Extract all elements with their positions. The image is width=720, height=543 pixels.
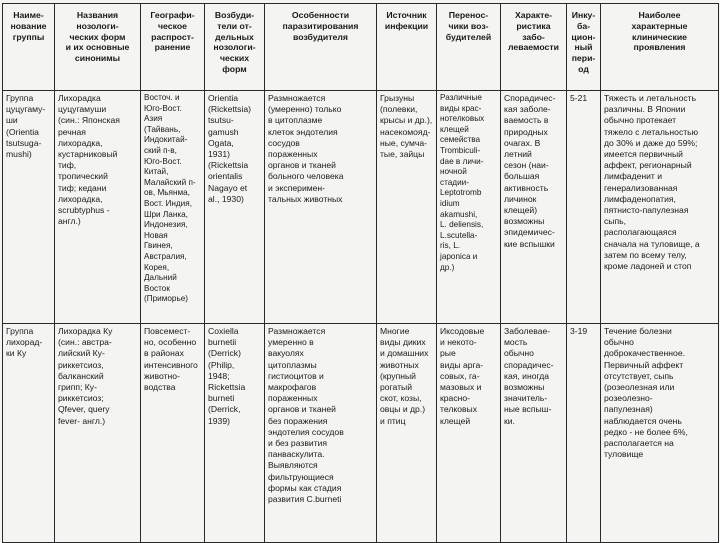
cell-infection-source: Грызуны (полевки, крысы и др.), насекомояд- ные, сумча- тые, зайцы bbox=[377, 91, 437, 324]
table-row-tsutsugamushi bbox=[3, 91, 719, 324]
cell-clinical: Течение болезни обычно доброкачественное. Первичный аффект отсутствует, сыпь (розеолезная или розеолезно- папулезная) наблюдается очень редко - не более 6%, располагается на туловище bbox=[601, 324, 719, 543]
cell-parasitism: Размножается (умеренно) только в цитоплазме клеток эндотелия сосудов пораженных органов и тканей больного человека и эксперимен- тальных животных bbox=[265, 91, 377, 324]
header-pathogens: Возбуди- тели от- дельных нозологи- ческих форм bbox=[205, 4, 265, 91]
cell-incubation: 3-19 bbox=[567, 324, 601, 543]
cell-vectors: Различные виды крас- нотелковых клещей семейства Trombiculi- dae в личи- ночной стадии- Leptotromb idium akamushi, L. deliensis, L.scutella- ris, L. japonica и др.) bbox=[437, 91, 501, 324]
header-parasitism: Особенности паразитирования возбудителя bbox=[265, 4, 377, 91]
cell-group-name: Группа лихорад- ки Ку bbox=[3, 324, 55, 543]
table-header-row bbox=[3, 4, 719, 91]
header-group-name: Наиме- нование группы bbox=[3, 4, 55, 91]
header-geography: Географи- ческое распрост- ранение bbox=[141, 4, 205, 91]
cell-geography: Восточ. и Юго-Вост. Азия (Тайвань, Индокитай- ский п-в, Юго-Вост. Китай, Малайский п- ов, Мьянма, Вост. Индия, Шри Ланка, Индонезия, Новая Гвинея, Австралия, Корея, Дальний Восток (Приморье) bbox=[141, 91, 205, 324]
cell-group-name: Группа цуцугаму- ши (Orientia tsutsuga- mushi) bbox=[3, 91, 55, 324]
header-vectors: Перенос- чики воз- будителей bbox=[437, 4, 501, 91]
cell-pathogen: Orientia (Rickettsia) tsutsu- gamush Ogata, 1931) (Rickettsia orientalis Nagayo et al., 1930) bbox=[205, 91, 265, 324]
cell-nosological-forms: Лихорадка цуцугамуши (син.: Японская речная лихорадка, кустарниковый тиф, тропический тиф; кедани лихорадка, scrubtyphus - англ.) bbox=[55, 91, 141, 324]
cell-pathogen: Coxiella burnetii (Derrick) (Philip, 1948; Rickettsia burneti (Derrick, 1939) bbox=[205, 324, 265, 543]
header-morbidity: Характе- ристика забо- леваемости bbox=[501, 4, 567, 91]
cell-infection-source: Многие виды диких и домашних животных (крупный рогатый скот, козы, овцы и др.) и птиц bbox=[377, 324, 437, 543]
header-infection-source: Источник инфекции bbox=[377, 4, 437, 91]
header-clinical: Наиболее характерные клинические проявления bbox=[601, 4, 719, 91]
cell-vectors: Иксодовые и некото- рые виды арга- совых, га- мазовых и красно- телковых клещей bbox=[437, 324, 501, 543]
cell-geography: Повсемест- но, особенно в районах интенсивного животно- водства bbox=[141, 324, 205, 543]
cell-morbidity: Заболевае- мость обычно спорадичес- кая, иногда возможны значитель- ные вспыш- ки. bbox=[501, 324, 567, 543]
cell-clinical: Тяжесть и летальность различны. В Японии обычно протекает тяжело с летальностью до 30% и даже до 59%; имеется первичный аффект, регионарный лимфаденит и генерализованная лимфаденопатия, пятнисто-папулезная сыпь, располагающаяся сначала на туловище, а затем по всему телу, кроме ладоней и стоп bbox=[601, 91, 719, 324]
table-row-q-fever bbox=[3, 324, 719, 543]
header-nosological-forms: Названия нозологи- ческих форм и их основные синонимы bbox=[55, 4, 141, 91]
rickettsioses-table bbox=[2, 3, 719, 543]
cell-incubation: 5-21 bbox=[567, 91, 601, 324]
header-incubation: Инку- ба- цион- ный пери- од bbox=[567, 4, 601, 91]
cell-parasitism: Размножается умеренно в вакуолях цитоплазмы гистиоцитов и макрофагов пораженных органов и тканей без поражения эндотелия сосудов и без развития панваскулита. Выявляются фильтрующиеся формы как стадия развития C.burneti bbox=[265, 324, 377, 543]
cell-morbidity: Спорадичес- кая заболе- ваемость в природных очагах. В летний сезон (наи- большая активность личинок клещей) возможны эпидемичес- кие вспышки bbox=[501, 91, 567, 324]
cell-nosological-forms: Лихорадка Ку (син.: австра- лийский Ку- риккетсиоз, балканский грипп; Ку- риккетсиоз; Qfever, query fever- англ.) bbox=[55, 324, 141, 543]
